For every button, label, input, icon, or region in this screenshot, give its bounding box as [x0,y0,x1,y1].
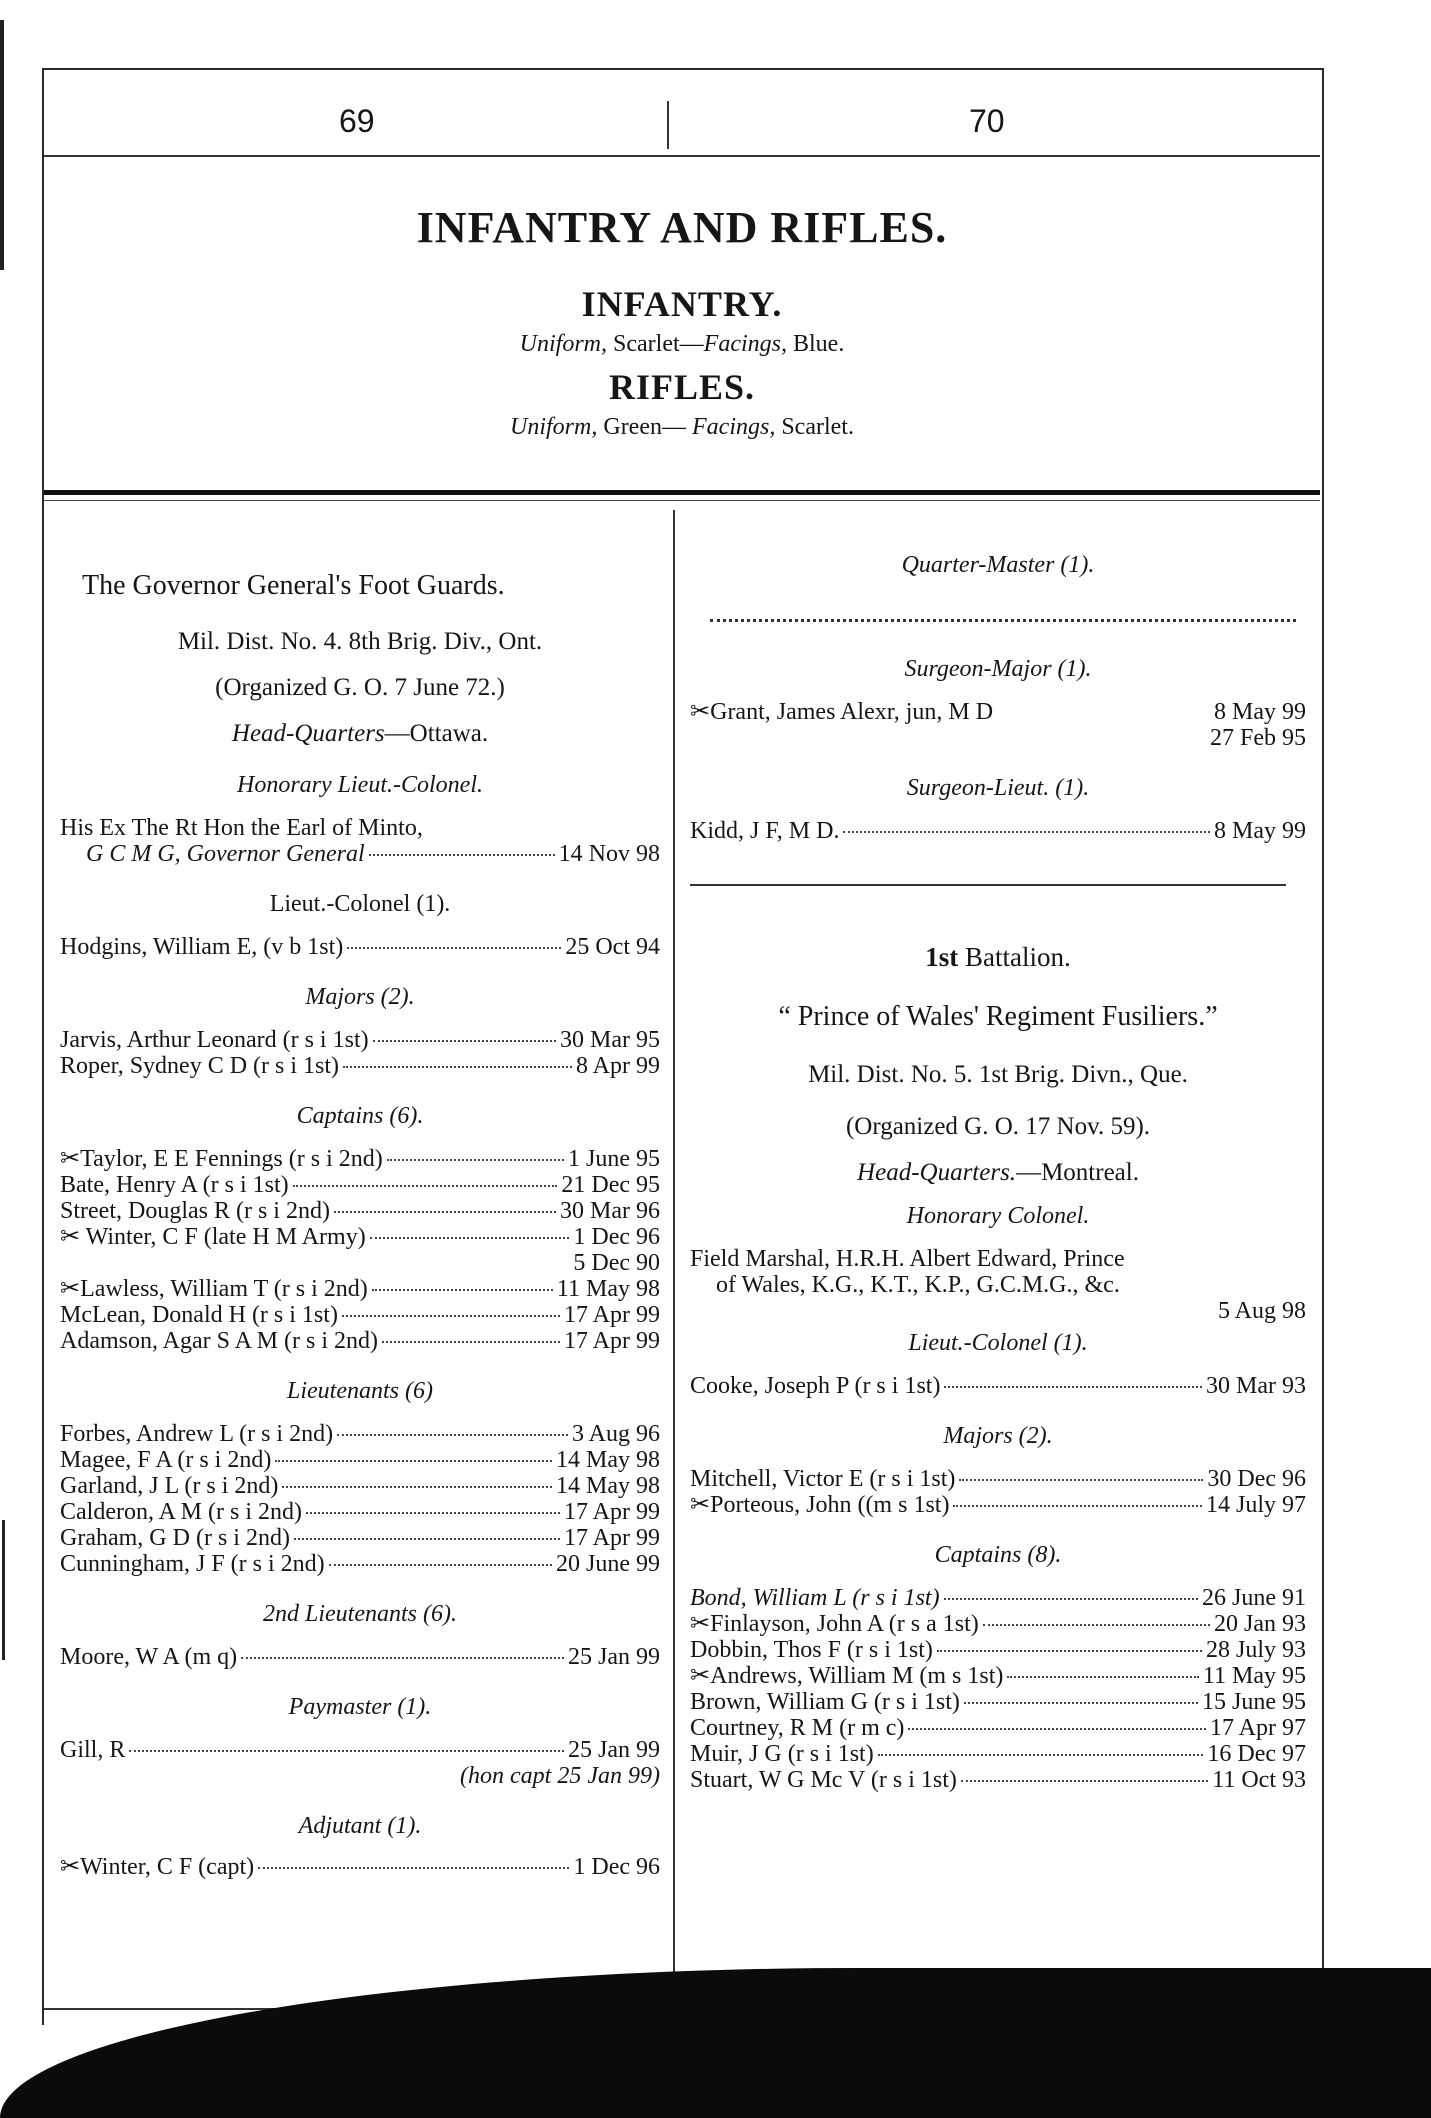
list-item: Dobbin, Thos F (r s i 1st) 28 July 93 [690,1637,1306,1663]
list-item: Bond, William L (r s i 1st) 26 June 91 [690,1585,1306,1611]
page-header [44,160,1320,441]
captains-heading: Captains (6). [296,1103,424,1129]
second-lts-heading: 2nd Lieutenants (6). [263,1601,457,1627]
list-item: Graham, G D (r s i 2nd) 17 Apr 99 [60,1525,660,1551]
page-title: INFANTRY AND RIFLES. [416,203,948,252]
list-item: Street, Douglas R (r s i 2nd) 30 Mar 96 [60,1198,660,1224]
list-item-date: 27 Feb 95 [1210,725,1306,751]
header-rule [44,490,1320,495]
captains-list [690,1585,1306,1793]
quartermaster-heading: Quarter-Master (1). [901,552,1095,578]
list-item: G C M G, Governor General 14 Nov 98 [86,841,660,867]
list-item-date: 5 Aug 98 [1217,1298,1306,1324]
list-item: Calderon, A M (r s i 2nd) 17 Apr 99 [60,1499,660,1525]
hq-line: Head-Quarters.—Montreal. [857,1159,1139,1186]
unit-name: The Governor General's Foot Guards. [82,570,505,601]
list-item: Hodgins, William E, (v b 1st) 25 Oct 94 [60,934,660,960]
list-item: ✂Porteous, John ((m s 1st) 14 July 97 [690,1492,1306,1518]
hon-lt-col-heading: Honorary Lieut.-Colonel. [237,772,483,798]
lt-col-heading: Lieut.-Colonel (1). [269,891,451,917]
list-item: Brown, William G (r s i 1st) 15 June 95 [690,1689,1306,1715]
list-item: ✂Taylor, E E Fennings (r s i 2nd) 1 June 95 [60,1146,660,1172]
page-number-divider [667,101,669,149]
section-divider [690,884,1286,886]
list-item: Bate, Henry A (r s i 1st) 21 Dec 95 [60,1172,660,1198]
list-item: Cooke, Joseph P (r s i 1st) 30 Mar 93 [690,1373,1306,1399]
list-item: Jarvis, Arthur Leonard (r s i 1st) 30 Mar 95 [60,1027,660,1053]
list-item: ✂Finlayson, John A (r s a 1st) 20 Jan 93 [690,1611,1306,1637]
hq-line: Head-Quarters—Ottawa. [231,720,489,747]
rifles-uniform: Uniform, Green— Facings, Scarlet. [510,414,854,440]
page-number-left: 69 [339,103,375,139]
quartermaster-blank [710,609,1296,622]
paymaster-note: (hon capt 25 Jan 99) [460,1763,660,1789]
surgeon-lieut-heading: Surgeon-Lieut. (1). [906,775,1090,801]
list-item: Muir, J G (r s i 1st) 16 Dec 97 [690,1741,1306,1767]
surgeon-major-heading: Surgeon-Major (1). [904,656,1092,682]
list-item: of Wales, K.G., K.T., K.P., G.C.M.G., &c. [716,1272,1120,1298]
hon-col-heading: Honorary Colonel. [906,1203,1090,1229]
list-item: Cunningham, J F (r s i 2nd) 20 June 99 [60,1551,660,1577]
majors-list [690,1466,1306,1518]
list-item: Forbes, Andrew L (r s i 2nd) 3 Aug 96 [60,1421,660,1447]
list-item: Stuart, W G Mc V (r s i 1st) 11 Oct 93 [690,1767,1306,1793]
battalion-heading: 1st Battalion. [925,942,1071,972]
right-column [690,510,1306,1793]
lieutenants-list [60,1421,660,1577]
list-item-date: 5 Dec 90 [573,1250,660,1276]
organized-line: (Organized G. O. 7 June 72.) [215,674,505,701]
page-number-right: 70 [969,103,1005,139]
list-item: Gill, R 25 Jan 99 [60,1737,660,1763]
infantry-heading: INFANTRY. [581,284,783,324]
list-item: Garland, J L (r s i 2nd) 14 May 98 [60,1473,660,1499]
regiment-name: “ Prince of Wales' Regiment Fusiliers.” [778,1001,1218,1032]
list-item: McLean, Donald H (r s i 1st) 17 Apr 99 [60,1302,660,1328]
list-item: Adamson, Agar S A M (r s i 2nd) 17 Apr 99 [60,1328,660,1354]
list-item: His Ex The Rt Hon the Earl of Minto, [60,815,423,841]
district-line: Mil. Dist. No. 4. 8th Brig. Div., Ont. [177,628,543,655]
captains-heading: Captains (8). [934,1542,1062,1568]
infantry-uniform: Uniform, Scarlet—Facings, Blue. [519,331,845,357]
list-item: ✂Grant, James Alexr, jun, M D 8 May 99 [690,699,1306,725]
majors-heading: Majors (2). [943,1423,1053,1449]
list-item: ✂Winter, C F (capt) 1 Dec 96 [60,1854,660,1880]
list-item: Kidd, J F, M D. 8 May 99 [690,818,1306,844]
left-column [60,510,660,1880]
list-item: Courtney, R M (r m c) 17 Apr 97 [690,1715,1306,1741]
rifles-heading: RIFLES. [608,367,756,407]
organized-line: (Organized G. O. 17 Nov. 59). [845,1113,1151,1140]
list-item: Magee, F A (r s i 2nd) 14 May 98 [60,1447,660,1473]
captains-list [60,1146,660,1354]
list-item: Moore, W A (m q) 25 Jan 99 [60,1644,660,1670]
adjutant-heading: Adjutant (1). [298,1813,422,1839]
list-item: ✂Andrews, William M (m s 1st) 11 May 95 [690,1663,1306,1689]
district-line: Mil. Dist. No. 5. 1st Brig. Divn., Que. [808,1061,1188,1088]
list-item: ✂ Winter, C F (late H M Army) 1 Dec 96 [60,1224,660,1250]
majors-list [60,1027,660,1079]
column-divider [673,510,675,2010]
lt-col-heading: Lieut.-Colonel (1). [908,1330,1088,1356]
paymaster-heading: Paymaster (1). [288,1694,432,1720]
list-item: Mitchell, Victor E (r s i 1st) 30 Dec 96 [690,1466,1306,1492]
list-item: ✂Lawless, William T (r s i 2nd) 11 May 98 [60,1276,660,1302]
list-item: Field Marshal, H.R.H. Albert Edward, Prince [690,1246,1125,1272]
page-number-bar [44,95,1320,157]
majors-heading: Majors (2). [305,984,415,1010]
list-item: Roper, Sydney C D (r s i 1st) 8 Apr 99 [60,1053,660,1079]
scan-edge-mark [0,20,4,270]
header-rule-thin [44,500,1320,501]
scan-edge-mark [2,1520,5,1660]
lieutenants-heading: Lieutenants (6) [287,1378,433,1404]
